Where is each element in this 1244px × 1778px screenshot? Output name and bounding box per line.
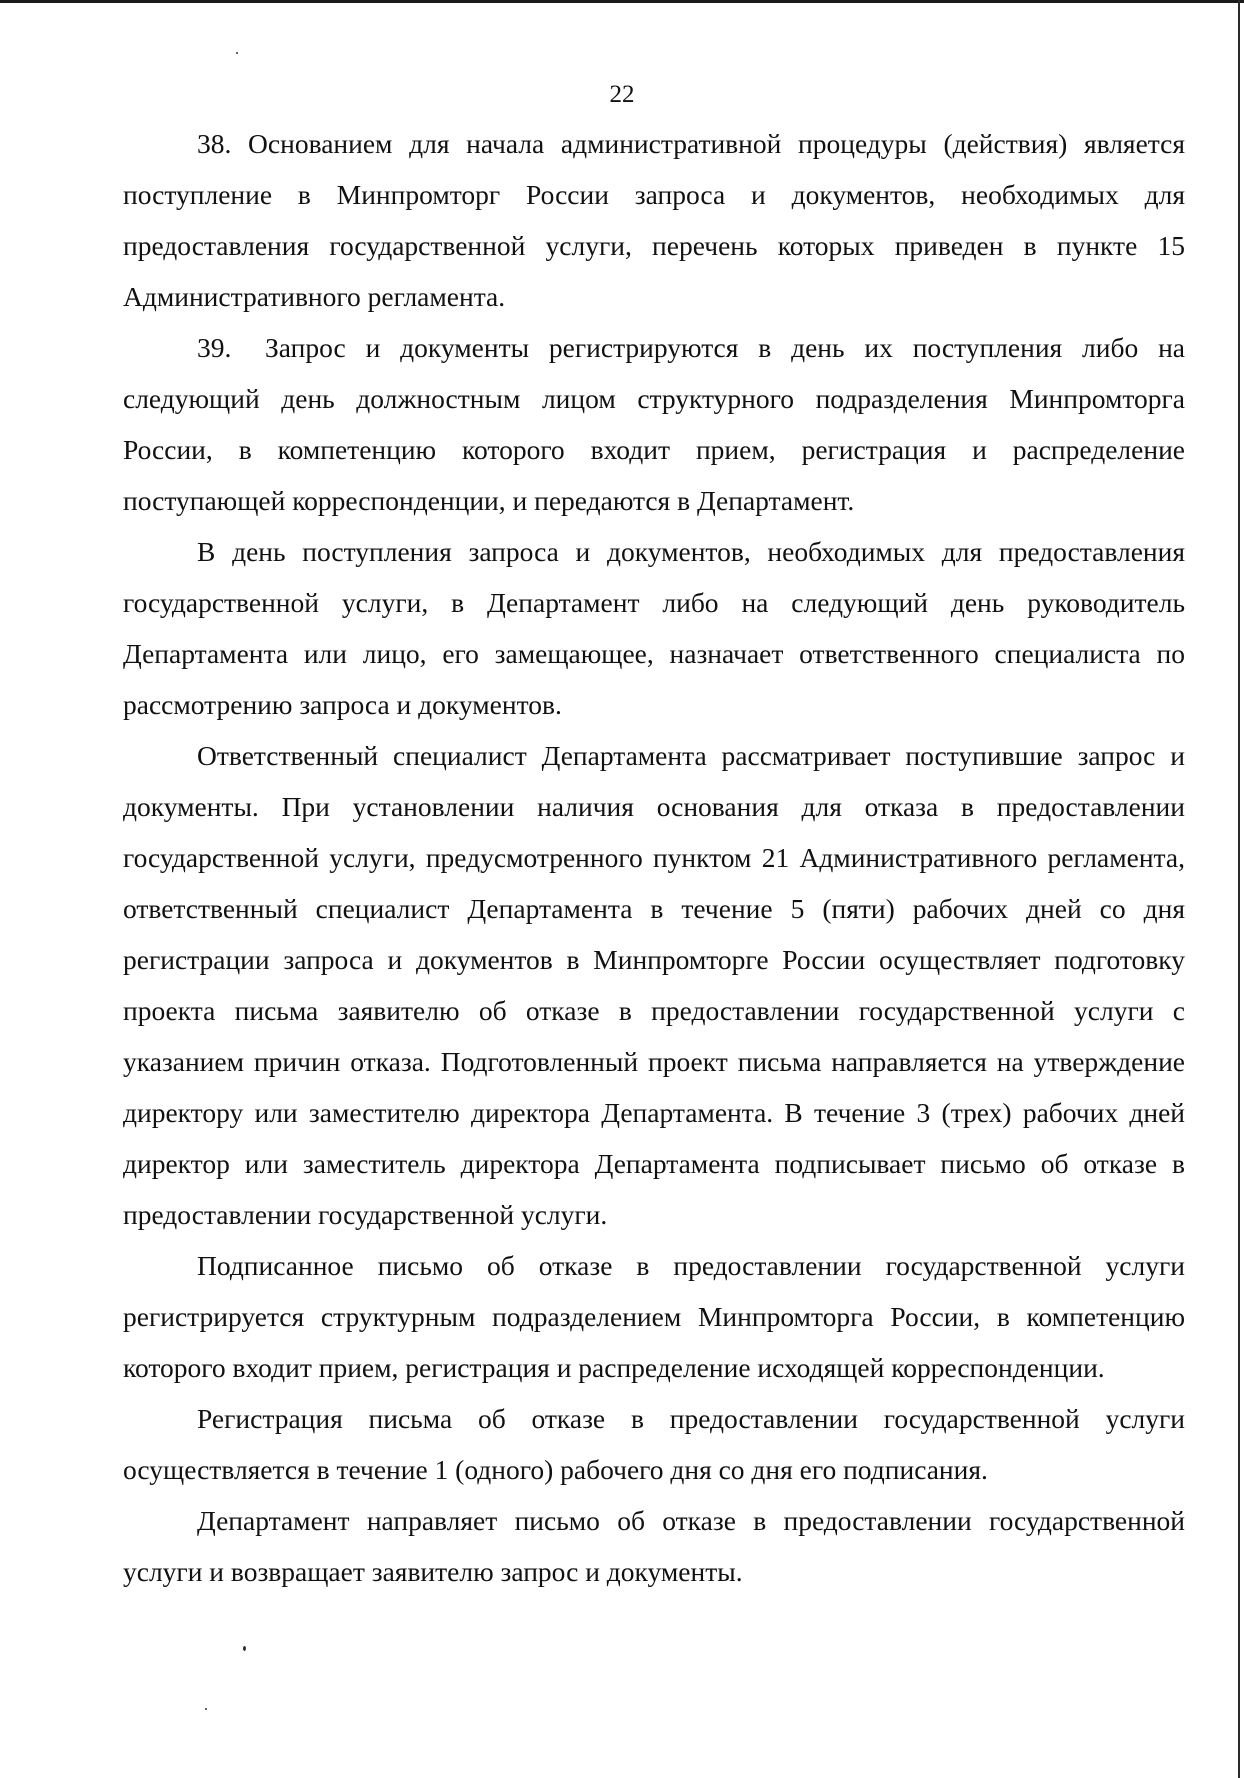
scan-edge-top: [0, 0, 1244, 3]
paragraph-text: 38. Основанием для начала административной процедуры (действия) является поступление в Минпромторг России запроса и документов, необходимых для предоставления государственной услуги, перечень которых приведен в пункте 15 Административного регламента.: [123, 128, 1185, 312]
paragraph-text: Ответственный специалист Департамента рассматривает поступившие запрос и документы. При установлении наличия основания для отказа в предоставлении государственной услуги, предусмотренного пунктом 21 Административного регламента, ответственный специалист Департамента в течение 5 (пяти) рабочих дней со дня регистрации запроса и документов в Минпромторге России осуществляет подготовку проекта письма заявителю об отказе в предоставлении государственной услуги с указанием причин отказа. Подготовленный проект письма направляется на утверждение директору или заместителю директора Департамента. В течение 3 (трех) рабочих дней директор или заместитель директора Департамента подписывает письмо об отказе в предоставлении государственной услуги.: [123, 740, 1185, 1230]
paragraph-number: 39.: [197, 332, 232, 363]
page-number: 22: [609, 81, 635, 108]
document-body: [123, 118, 1185, 1597]
paragraph-text: В день поступления запроса и документов, необходимых для предоставления государственной услуги, в Департамент либо на следующий день руководитель Департамента или лицо, его замещающее, назначает ответственного специалиста по рассмотрению запроса и документов.: [123, 536, 1185, 720]
scan-speck: [243, 1646, 246, 1651]
paragraph-letter-registration: [123, 1393, 1185, 1495]
paragraph-specialist-review: [123, 730, 1185, 1240]
paragraph-text: Департамент направляет письмо об отказе в предоставлении государственной услуги и возвращает заявителю запрос и документы.: [123, 1505, 1185, 1587]
scan-speck: [205, 1708, 207, 1710]
paragraph-letter-sending: [123, 1495, 1185, 1597]
scan-edge-right: [1238, 0, 1240, 1778]
paragraph-text: Запрос и документы регистрируются в день их поступления либо на следующий день должностным лицом структурного подразделения Минпромторга России, в компетенцию которого входит прием, регистрация и распределение поступающей корреспонденции, и передаются в Департамент.: [123, 332, 1185, 516]
paragraph-39: [123, 322, 1185, 526]
paragraph-text: Регистрация письма об отказе в предоставлении государственной услуги осуществляется в течение 1 (одного) рабочего дня со дня его подписания.: [123, 1403, 1185, 1485]
paragraph-department-assignment: [123, 526, 1185, 730]
paragraph-signed-letter: [123, 1240, 1185, 1393]
scan-speck: [236, 52, 238, 54]
paragraph-text: Подписанное письмо об отказе в предоставлении государственной услуги регистрируется структурным подразделением Минпромторга России, в компетенцию которого входит прием, регистрация и распределение исходящей корреспонденции.: [123, 1250, 1185, 1383]
paragraph-38: [123, 118, 1185, 322]
